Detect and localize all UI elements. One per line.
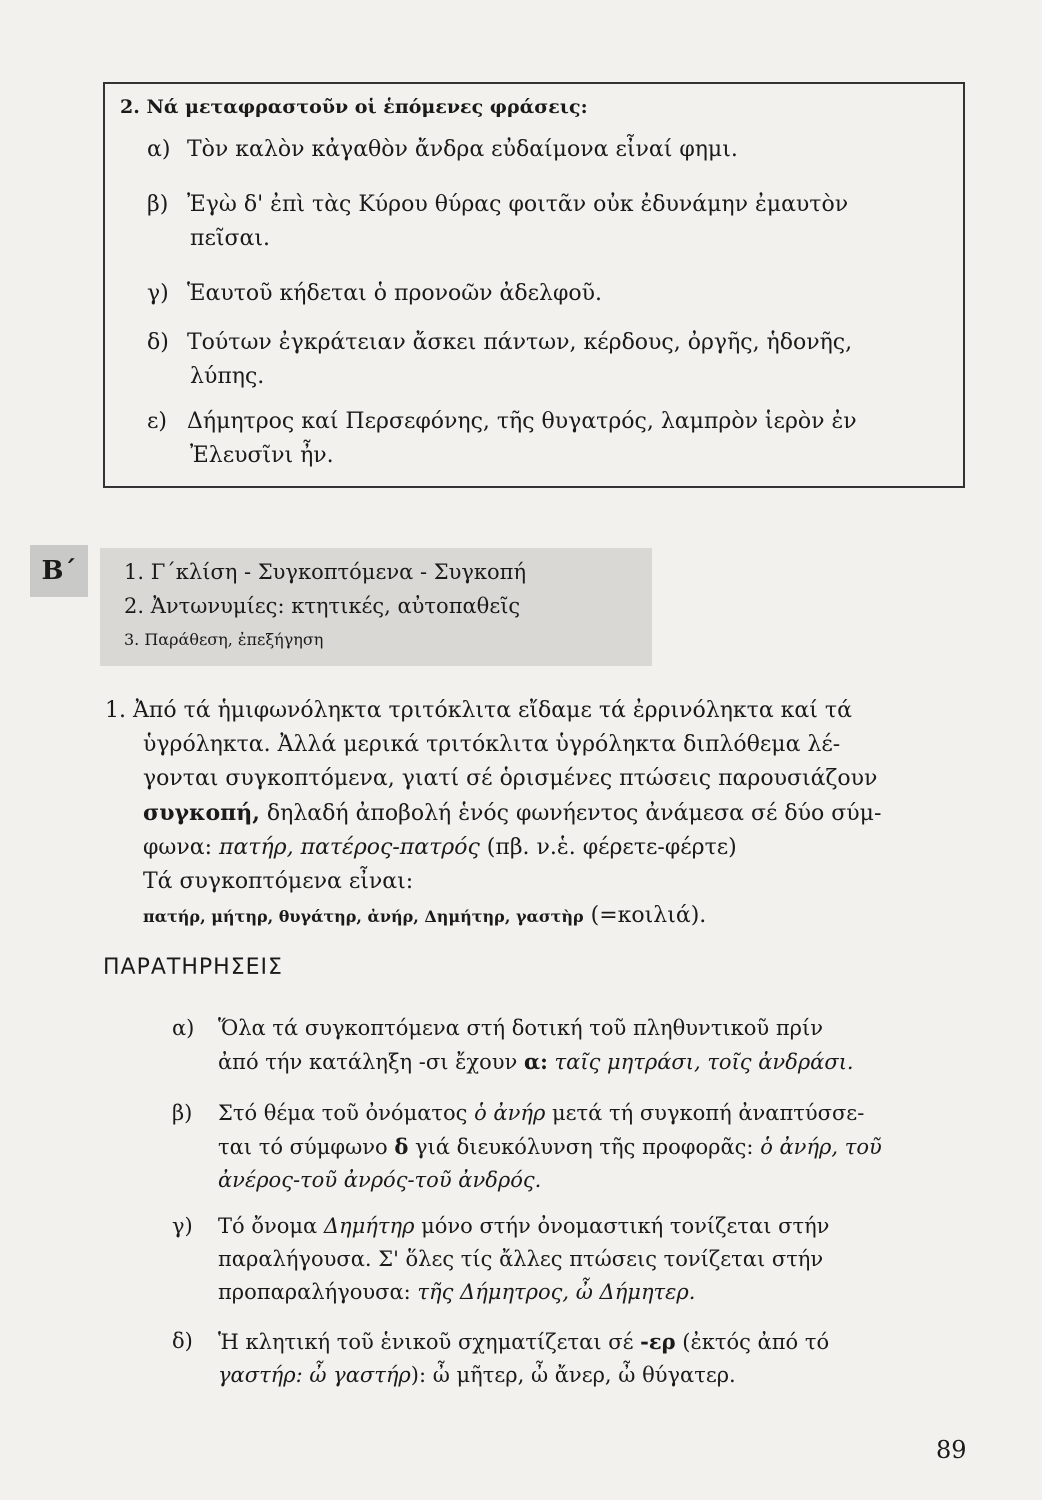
italic-example: τῆς Δήμητρος, ὦ Δήμητερ. xyxy=(417,1280,696,1304)
remark-b xyxy=(172,1097,972,1197)
text-line: Ὅλα τά συγκοπτόμενα στή δοτική τοῦ πληθυντικοῦ πρίν xyxy=(218,1016,824,1040)
exercise-item-label: ε) xyxy=(147,409,167,434)
remark-d xyxy=(172,1325,972,1392)
italic-example: ὁ ἀνήρ xyxy=(474,1101,546,1125)
italic-example: ἀνέρος-τοῦ ἀνρός-τοῦ ἀνδρός. xyxy=(218,1168,542,1192)
exercise-item-b xyxy=(147,188,947,256)
page-number: 89 xyxy=(936,1436,967,1464)
text-line xyxy=(218,1045,972,1079)
italic-example: πατήρ, πατέρος-πατρός xyxy=(218,835,480,860)
section-label: Β΄ xyxy=(30,545,88,597)
text-fragment: ται τό σύμφωνο xyxy=(218,1135,395,1159)
text-line xyxy=(218,1359,972,1392)
text-line: Τά συγκοπτόμενα εἶναι: xyxy=(143,869,414,894)
exercise-item-text: Ἐγὼ δ' ἐπὶ τὰς Κύρου θύρας φοιτᾶν οὐκ ἐδυνάμην ἐμαυτὸν xyxy=(187,192,849,217)
text-fragment: (ἐκτός ἀπό τό xyxy=(675,1330,830,1354)
remark-label: γ) xyxy=(172,1214,193,1238)
bold-term: δ xyxy=(394,1134,409,1159)
italic-example: γαστήρ: ὦ γαστήρ xyxy=(218,1363,411,1387)
exercise-item-label: δ) xyxy=(147,330,169,355)
text-fragment: (πβ. ν.ἑ. φέρετε-φέρτε) xyxy=(479,835,737,860)
text-line: παραλήγουσα. Σ' ὅλες τίς ἄλλες πτώσεις τονίζεται στήν xyxy=(218,1247,824,1271)
exercise-item-text: Ἑαυτοῦ κήδεται ὁ προνοῶν ἀδελφοῦ. xyxy=(187,281,603,306)
text-line xyxy=(218,1325,972,1359)
remark-label: β) xyxy=(172,1101,193,1125)
paragraph-syncope xyxy=(105,694,971,934)
topic-item: 2. Ἀντωνυμίες: κτητικές, αὐτοπαθεῖς xyxy=(124,594,521,618)
remark-text xyxy=(218,1097,972,1197)
exercise-item-label: α) xyxy=(147,137,171,162)
text-fragment: μόνο στήν ὀνομαστική τονίζεται στήν xyxy=(414,1214,830,1238)
text-fragment: Στό θέμα τοῦ ὀνόματος xyxy=(218,1101,475,1125)
remark-a xyxy=(172,1012,972,1079)
exercise-item-text: λύπης. xyxy=(190,364,265,389)
text-line: 1. Ἀπό τά ἡμιφωνόληκτα τριτόκλιτα εἴδαμε τά ἐρρινόληκτα καί τά xyxy=(105,698,852,723)
text-fragment: μετά τή συγκοπή ἀναπτύσσε- xyxy=(545,1101,865,1125)
text-line xyxy=(105,899,971,934)
italic-example: Δημήτηρ xyxy=(323,1214,415,1238)
text-fragment: (=κοιλιά). xyxy=(583,903,707,928)
exercise-item-d xyxy=(147,326,947,394)
topic-item: 1. Γ΄κλίση - Συγκοπτόμενα - Συγκοπή xyxy=(124,560,527,584)
exercise-item-label: β) xyxy=(147,192,169,217)
text-fragment: ): ὦ μῆτερ, ὦ ἄνερ, ὦ θύγατερ. xyxy=(410,1363,736,1387)
text-line xyxy=(218,1210,972,1243)
text-line: γονται συγκοπτόμενα, γιατί σέ ὁρισμένες πτώσεις παρουσιάζουν xyxy=(143,766,878,791)
exercise-item-text: πεῖσαι. xyxy=(190,226,270,251)
remark-label: δ) xyxy=(172,1329,193,1353)
exercise-item-c xyxy=(147,277,947,311)
bold-term: -ερ xyxy=(640,1329,676,1354)
exercise-title: 2. Νά μεταφραστοῦν οἱ ἑπόμενες φράσεις: xyxy=(120,96,588,118)
text-fragment: Ἡ κλητική τοῦ ἑνικοῦ σχηματίζεται σέ xyxy=(218,1330,641,1354)
topic-item: 3. Παράθεση, ἐπεξήγηση xyxy=(124,630,324,649)
text-line xyxy=(218,1130,972,1164)
exercise-item-text: Τὸν καλὸν κἀγαθὸν ἄνδρα εὐδαίμονα εἶναί φημι. xyxy=(187,137,738,162)
italic-example: ὁ ἀνήρ, τοῦ xyxy=(760,1135,882,1159)
exercise-item-a xyxy=(147,133,947,167)
italic-example: ταῖς μητράσι, τοῖς ἀνδράσι. xyxy=(547,1050,854,1074)
remark-text xyxy=(218,1210,972,1309)
exercise-item-e xyxy=(147,405,947,473)
bold-term: α: xyxy=(523,1049,548,1074)
text-line xyxy=(218,1097,972,1130)
bold-term: συγκοπή, xyxy=(143,800,260,826)
exercise-item-text: Τούτων ἐγκράτειαν ἄσκει πάντων, κέρδους, ὀργῆς, ἡδονῆς, xyxy=(187,330,853,355)
remark-label: α) xyxy=(172,1016,195,1040)
remark-text xyxy=(218,1325,972,1392)
text-fragment: γιά διευκόλυνση τῆς προφορᾶς: xyxy=(408,1135,761,1159)
text-line xyxy=(218,1276,972,1309)
text-fragment: ἀπό τήν κατάληξη -σι ἔχουν xyxy=(218,1050,524,1074)
exercise-item-text: Ἐλευσῖνι ἦν. xyxy=(190,443,334,468)
text-line: ὑγρόληκτα. Ἀλλά μερικά τριτόκλιτα ὑγρόληκτα διπλόθεμα λέ- xyxy=(143,732,841,757)
text-line xyxy=(105,831,971,865)
exercise-item-text: Δήμητρος καί Περσεφόνης, τῆς θυγατρός, λαμπρὸν ἱερὸν ἐν xyxy=(187,409,857,434)
bold-word-list: πατήρ, μήτηρ, θυγάτηρ, ἀνήρ, Δημήτηρ, γαστὴρ xyxy=(143,907,584,926)
text-fragment: Τό ὄνομα xyxy=(218,1214,324,1238)
text-fragment: προπαραλήγουσα: xyxy=(218,1280,418,1304)
text-fragment: δηλαδή ἀποβολή ἑνός φωνήεντος ἀνάμεσα σέ δύο σύμ- xyxy=(259,801,882,826)
exercise-item-label: γ) xyxy=(147,281,169,306)
remark-c xyxy=(172,1210,972,1309)
remark-text xyxy=(218,1012,972,1079)
remarks-heading: ΠΑΡΑΤΗΡΗΣΕΙΣ xyxy=(103,955,283,980)
text-fragment: φωνα: xyxy=(143,835,219,860)
text-line xyxy=(105,796,971,831)
